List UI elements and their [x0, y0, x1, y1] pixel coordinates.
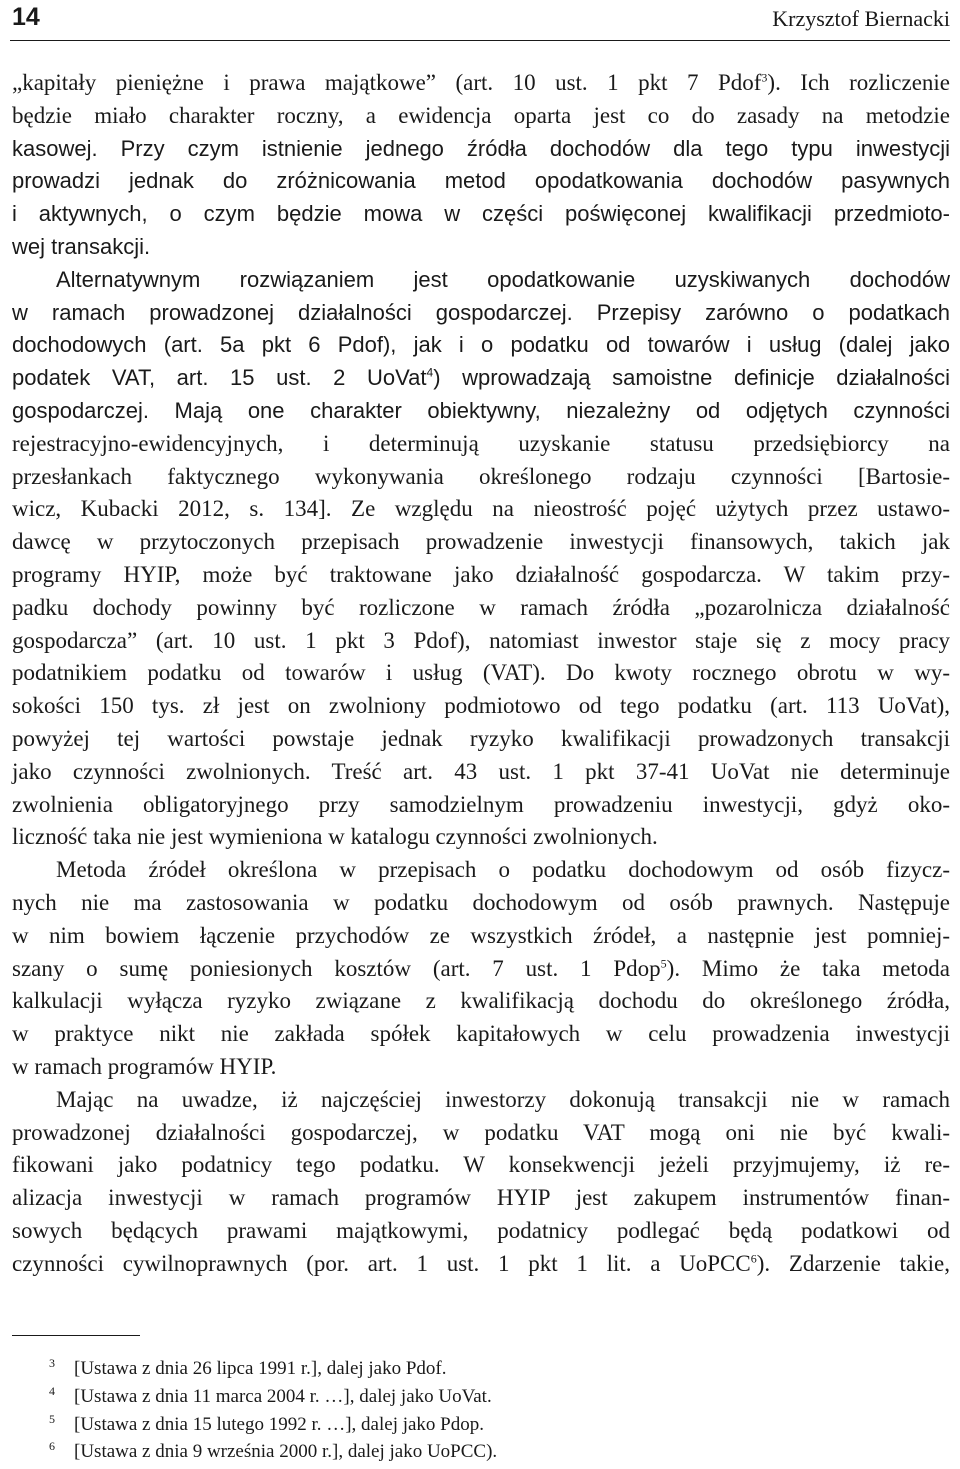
- footnote-number: 5: [49, 1411, 55, 1426]
- text-line: wej transakcji.: [12, 233, 151, 259]
- paragraph-start: Mając na uwadze, iż najczęściej inwestorzy dokonują transakcji nie w ramach: [56, 1086, 950, 1112]
- paragraph-start: Metoda źródeł określona w przepisach o podatku dochodowym od osób fizycz-: [56, 857, 950, 883]
- footnote-text: [Ustawa z dnia 11 marca 2004 r. …], dalej jako UoVat.: [74, 1385, 492, 1407]
- footnote-ref-3: 3: [761, 70, 768, 85]
- text-line: gospodarcza” (art. 10 ust. 1 pkt 3 Pdof), natomiast inwestor staje się z mocy pracy: [12, 627, 950, 653]
- text-line: w nim bowiem łączenie przychodów ze wszystkich źródeł, a następnie jest pomniej-: [12, 922, 950, 948]
- running-head-author: Krzysztof Biernacki: [772, 6, 950, 31]
- text-line: podatnikiem podatku od towarów i usług (VAT). Do kwoty rocznego obrotu w wy-: [12, 660, 950, 686]
- text-line: „kapitały pieniężne i prawa majątkowe” (art. 10 ust. 1 pkt 7 Pdof$^3$). Ich rozliczenie: [12, 70, 950, 95]
- text-line: szany o sumę poniesionych kosztów (art. 7 ust. 1 Pdop$^5$). Mimo że taka metoda: [12, 955, 950, 981]
- text-line: dochodowych (art. 5a pkt 6 Pdof), jak i o podatku od towarów i usług (dalej jako: [12, 332, 950, 358]
- text-line: jako czynności zwolnionych. Treść art. 43 ust. 1 pkt 37-41 UoVat nie determinuje: [12, 758, 950, 784]
- text-line: prowadzi jednak do zróżnicowania metod opodatkowania dochodów pasywnych: [12, 168, 950, 194]
- footnote-text: [Ustawa z dnia 9 września 2000 r.], dalej jako UoPCC).: [74, 1441, 498, 1463]
- text-line: padku dochody powinny być rozliczone w ramach źródła „pozarolnicza działalność: [12, 594, 950, 620]
- text-line: alizacja inwestycji w ramach programów HYIP jest zakupem instrumentów finan-: [12, 1185, 950, 1211]
- footnote: [49, 1438, 932, 1466]
- footnote: [49, 1383, 932, 1411]
- footnote-number: 6: [49, 1439, 55, 1454]
- footnote-ref-6: 6: [750, 1251, 757, 1266]
- text-line: dawcę w przytoczonych przepisach prowadzenie inwestycji finansowych, takich jak: [12, 529, 950, 555]
- footnote-text: [Ustawa z dnia 26 lipca 1991 r.], dalej jako Pdof.: [74, 1358, 447, 1379]
- text-line: będzie miało charakter roczny, a ewidencja oparta jest co do zasady na metodzie: [12, 102, 950, 128]
- text-line: prowadzonej działalności gospodarczej, w podatku VAT mogą oni nie być kwali-: [12, 1119, 950, 1145]
- text-line: fikowani jako podatnicy tego podatku. W konsekwencji jeżeli przyjmujemy, iż re-: [12, 1152, 950, 1178]
- footnote-text: [Ustawa z dnia 15 lutego 1992 r. …], dalej jako Pdop.: [74, 1413, 485, 1435]
- page-header: [12, 2, 950, 36]
- header-rule: [10, 40, 950, 41]
- footnote: [49, 1411, 932, 1439]
- text-line: gospodarczej. Mają one charakter obiektywny, niezależny od odjętych czynności: [12, 397, 950, 423]
- footnote: [49, 1355, 932, 1383]
- text-line: sokości 150 tys. zł jest on zwolniony podmiotowo od tego podatku (art. 113 UoVat),: [12, 693, 950, 719]
- footnote-separator: [12, 1335, 140, 1336]
- body-text: [12, 67, 950, 1280]
- footnote-ref-4: 4: [426, 365, 434, 380]
- text-line: nych nie ma zastosowania w podatku dochodowym od osób prawnych. Następuje: [12, 889, 950, 915]
- text-line: i aktywnych, o czym będzie mowa w części poświęconej kwalifikacji przedmioto-: [12, 201, 950, 227]
- footnote-number: 3: [49, 1356, 55, 1370]
- text-line: wicz, Kubacki 2012, s. 134]. Ze względu na nieostrość pojęć użytych przez ustawo-: [12, 496, 950, 522]
- text-line: liczność taka nie jest wymieniona w katalogu czynności zwolnionych.: [12, 824, 658, 850]
- text-line: kalkulacji wyłącza ryzyko związane z kwalifikacją dochodu do określonego źródła,: [12, 988, 950, 1014]
- text-line: kasowej. Przy czym istnienie jednego źródła dochodów dla tego typu inwestycji: [12, 135, 950, 161]
- footnote-number: 4: [49, 1383, 55, 1398]
- text-line: w ramach prowadzonej działalności gospodarczej. Przepisy zarówno o podatkach: [12, 299, 950, 325]
- text-line: programy HYIP, może być traktowane jako działalność gospodarcza. W takim przy-: [12, 561, 950, 587]
- footnotes: [49, 1355, 932, 1466]
- footnote-ref-5: 5: [660, 955, 667, 970]
- text-line: powyżej tej wartości powstaje jednak ryzyko kwalifikacji prowadzonych transakcji: [12, 725, 950, 751]
- page-number: 14: [12, 3, 40, 31]
- text-line: w praktyce nikt nie zakłada spółek kapitałowych w celu prowadzenia inwestycji: [12, 1021, 950, 1047]
- text-line: przesłankach faktycznego wykonywania określonego rodzaju czynności [Bartosie-: [12, 463, 950, 489]
- text-line: podatek VAT, art. 15 ust. 2 UoVat$^4$) wprowadzają samoistne definicje działalności: [12, 365, 950, 391]
- text-line: rejestracyjno-ewidencyjnych, i determinują uzyskanie statusu przedsiębiorcy na: [12, 430, 950, 456]
- paragraph-start: Alternatywnym rozwiązaniem jest opodatkowanie uzyskiwanych dochodów: [56, 266, 950, 292]
- text-line: w ramach programów HYIP.: [12, 1053, 277, 1079]
- text-line: czynności cywilnoprawnych (por. art. 1 ust. 1 pkt 1 lit. a UoPCC$^6$). Zdarzenie takie,: [12, 1250, 950, 1276]
- text-line: zwolnienia obligatoryjnego przy samodzielnym prowadzeniu inwestycji, gdyż oko-: [12, 791, 950, 817]
- text-line: sowych będących prawami majątkowymi, podatnicy podlegać będą podatkowi od: [12, 1217, 950, 1243]
